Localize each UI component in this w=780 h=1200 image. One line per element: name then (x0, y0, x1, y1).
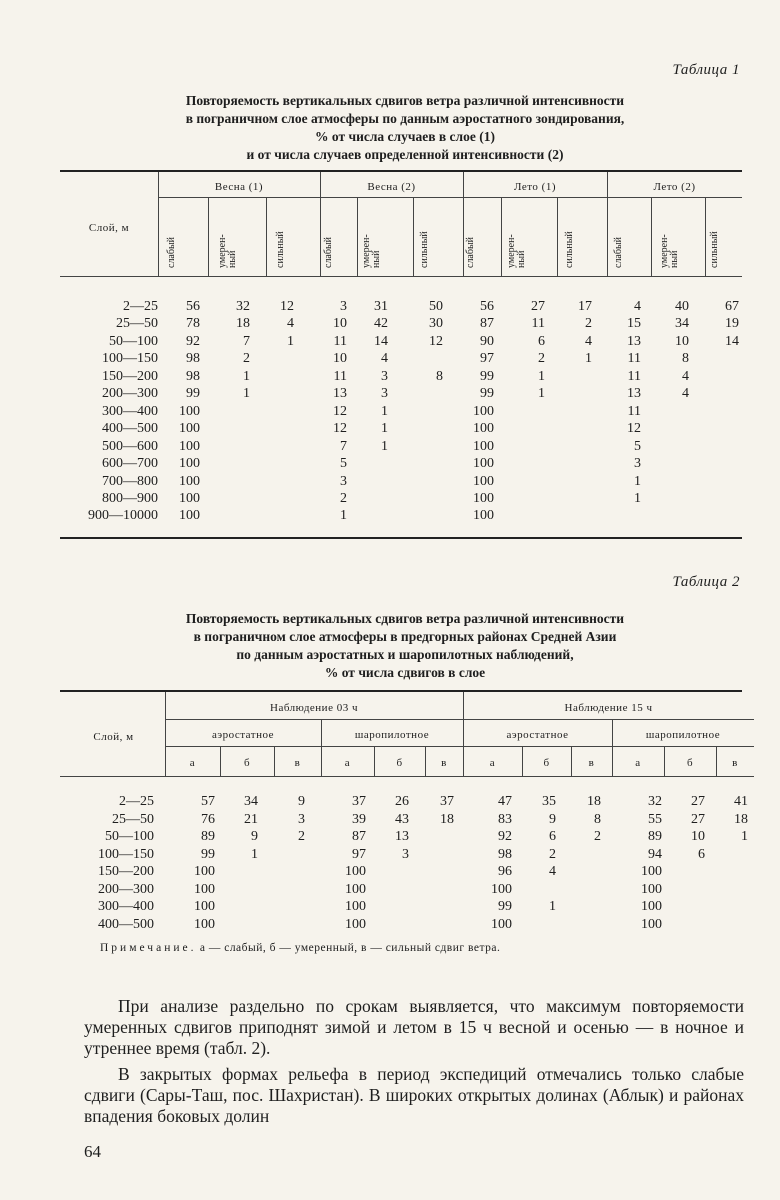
table2-header-rule (60, 776, 754, 777)
table2-cell: 37 (440, 794, 454, 809)
table1-cell: 4 (585, 333, 592, 349)
table1-cell: 1 (634, 490, 641, 506)
table2-cell: 32 (648, 794, 662, 809)
paragraph-2: В закрытых формах рельефа в период экспедиций отмечались только слабые сдвиги (Сары-Таш, пос. Шахристан). В широких открытых долинах (Аблык) и районах впадения боковых долин (84, 1064, 744, 1126)
table1-subheader: умерен- ный (659, 234, 680, 268)
table1-subheader: слабый (465, 236, 476, 268)
table2-label: Таблица 2 (672, 574, 740, 590)
table2-cell: 1 (251, 846, 258, 862)
table2-cell: 21 (244, 811, 258, 827)
table1-cell: 67 (725, 299, 739, 314)
table1-layer-label: 2—25 (123, 299, 158, 314)
table2-letter-header: а (189, 757, 196, 769)
table1-subheader: слабый (323, 236, 334, 268)
table2-cell: 100 (491, 881, 512, 897)
table1-cell: 98 (186, 351, 200, 367)
table1-cell: 2 (538, 351, 545, 367)
table2-cell: 18 (440, 811, 454, 827)
table2-top-rule (60, 690, 742, 692)
table2-cell: 100 (641, 899, 662, 914)
table1-cell: 1 (340, 508, 347, 524)
table1-layer-label: 800—900 (102, 490, 158, 506)
table1-cell: 100 (473, 508, 494, 524)
table1-cell: 34 (675, 316, 689, 332)
table2-cell: 41 (734, 794, 748, 809)
table1-cell: 56 (186, 299, 200, 314)
table2-cell: 2 (298, 829, 305, 844)
table1-cell: 19 (725, 316, 739, 332)
table1-cell: 100 (179, 421, 200, 437)
table2-layer-label: 150—200 (98, 864, 154, 879)
table1-cell: 11 (333, 333, 347, 349)
table2-cell: 8 (594, 811, 601, 827)
table1-subcolumn-divider (651, 198, 652, 276)
table2-layer-label: 400—500 (98, 916, 154, 932)
table2-cell: 100 (345, 916, 366, 932)
table1-cell: 1 (634, 473, 641, 489)
table1-group-header: Лето (2) (653, 181, 696, 193)
table1-cell: 10 (333, 316, 347, 332)
table2-letter-header: б (396, 757, 403, 769)
table1-cell: 4 (682, 386, 689, 402)
table2-cell: 100 (641, 916, 662, 932)
table2-letter-header: а (344, 757, 351, 769)
table1-cell: 100 (473, 456, 494, 472)
table2-cell: 83 (498, 811, 512, 827)
table1-subheader: умерен- ный (506, 234, 527, 268)
table1-cell: 12 (333, 403, 347, 419)
table1-cell: 100 (179, 490, 200, 506)
table1-layer-label: 600—700 (102, 456, 158, 472)
table1-group-rule (158, 197, 742, 198)
table1-cell: 3 (381, 368, 388, 384)
table2-letter-header: в (441, 757, 447, 769)
table2-method-header: аэростатное (506, 729, 569, 741)
table1-cell: 100 (473, 403, 494, 419)
table2-cell: 47 (498, 794, 512, 809)
table1-cell: 14 (374, 333, 388, 349)
table2-caption-line: по данным аэростатных и шаропилотных наблюдений, (236, 647, 574, 662)
table1-cell: 12 (280, 299, 294, 314)
table1-cell: 78 (186, 316, 200, 332)
table1-cell: 1 (287, 333, 294, 349)
table1-cell: 99 (480, 386, 494, 402)
table1-cell: 100 (179, 403, 200, 419)
table1-cell: 90 (480, 333, 494, 349)
table1-cell: 100 (473, 490, 494, 506)
table1-cell: 17 (578, 299, 592, 314)
table1-cell: 1 (585, 351, 592, 367)
table1-caption-line: % от числа случаев в слое (1) (315, 129, 495, 144)
table1-cell: 100 (473, 473, 494, 489)
table1-cell: 27 (531, 299, 545, 314)
table2-obs-header: Наблюдение 03 ч (270, 702, 358, 714)
table2-cell: 57 (201, 794, 215, 809)
table2-layer-label: 50—100 (105, 829, 154, 844)
table1-cell: 1 (538, 386, 545, 402)
table1-cell: 50 (429, 299, 443, 314)
table1-cell: 100 (179, 508, 200, 524)
table1-cell: 99 (186, 386, 200, 402)
table1-subheader: слабый (613, 236, 624, 268)
table1-cell: 13 (333, 386, 347, 402)
table1-cell: 5 (340, 456, 347, 472)
table1-top-rule (60, 170, 742, 172)
table2-cell: 9 (298, 794, 305, 809)
table1-label: Таблица 1 (672, 62, 740, 78)
table1-cell: 6 (538, 333, 545, 349)
table1-subcolumn-divider (705, 198, 706, 276)
table1-cell: 99 (480, 368, 494, 384)
table1-cell: 11 (531, 316, 545, 332)
table1-cell: 11 (627, 351, 641, 367)
table1-header-rule (60, 276, 742, 277)
table1-subheader: сильный (419, 231, 430, 268)
table1-caption-line: в пограничном слое атмосферы по данным аэростатного зондирования, (185, 111, 625, 126)
table1-subheader: умерен- ный (217, 234, 238, 268)
table1-subheader: сильный (709, 231, 720, 268)
table2-layer-label: 100—150 (98, 846, 154, 862)
table1-cell: 11 (333, 368, 347, 384)
table2-caption (60, 610, 750, 682)
table1-bottom-rule (60, 537, 742, 539)
table2-cell: 3 (298, 811, 305, 827)
table2-letter-header: б (686, 757, 694, 769)
table1-caption (60, 92, 750, 164)
table1-cell: 1 (381, 421, 388, 437)
table2-letter-header: в (294, 757, 301, 769)
table1-subcolumn-divider (501, 198, 502, 276)
table2-cell: 18 (587, 794, 601, 809)
table1-group-header: Весна (2) (367, 181, 416, 193)
table2-cell: 39 (352, 811, 366, 827)
table2-cell: 94 (648, 846, 662, 862)
table1-cell: 42 (374, 316, 388, 332)
table2-layer-label: 200—300 (98, 881, 154, 897)
table2-cell: 100 (491, 916, 512, 932)
table2-cell: 1 (741, 829, 748, 844)
note-text: а — слабый, б — умеренный, в — сильный сдвиг ветра. (199, 942, 501, 954)
table1-cell: 40 (675, 299, 689, 314)
table1-layer-label: 150—200 (102, 368, 158, 384)
table1-cell: 3 (634, 456, 641, 472)
table1-cell: 100 (179, 438, 200, 454)
table1-cell: 100 (179, 456, 200, 472)
table2-cell: 100 (345, 864, 366, 879)
table2-cell: 37 (352, 794, 366, 809)
table1-cell: 7 (243, 333, 250, 349)
table1-cell: 31 (374, 299, 388, 314)
table1-cell: 56 (480, 299, 494, 314)
table2-cell: 89 (648, 829, 662, 844)
table1-layer-header: Слой, м (88, 222, 130, 234)
table1-cell: 1 (243, 368, 250, 384)
table1-cell: 7 (340, 438, 347, 454)
table2-layer-header: Слой, м (93, 731, 134, 743)
table2-cell: 98 (498, 846, 512, 862)
table1-cell: 12 (333, 421, 347, 437)
table2-cell: 76 (201, 811, 215, 827)
table1-layer-label: 200—300 (102, 386, 158, 402)
table1-cell: 1 (243, 386, 250, 402)
table1-subheader: умерен- ный (361, 234, 382, 268)
table1-layer-label: 50—100 (109, 333, 158, 349)
table1-cell: 2 (243, 351, 250, 367)
table1-cell: 30 (429, 316, 443, 332)
table2-cell: 87 (352, 829, 366, 844)
table2-method-rule (165, 746, 754, 747)
table2-cell: 35 (542, 794, 556, 809)
table2-cell: 100 (194, 864, 215, 879)
table1-subcolumn-divider (413, 198, 414, 276)
table2-cell: 27 (691, 794, 705, 809)
table2-cell: 100 (345, 899, 366, 914)
table1-cell: 1 (538, 368, 545, 384)
table1-caption-line: и от числа случаев определенной интенсивности (2) (246, 147, 564, 162)
table2-caption-line: % от числа сдвигов в слое (324, 665, 486, 680)
table1-cell: 4 (682, 368, 689, 384)
table2-cell: 34 (244, 794, 258, 809)
table1-cell: 11 (627, 368, 641, 384)
table1-cell: 3 (340, 299, 347, 314)
table1-layer-label: 100—150 (102, 351, 158, 367)
table1-cell: 5 (634, 438, 641, 454)
table1-subcolumn-divider (208, 198, 209, 276)
table1-cell: 97 (480, 351, 494, 367)
table1-cell: 98 (186, 368, 200, 384)
table1-cell: 3 (340, 473, 347, 489)
table1-cell: 100 (473, 421, 494, 437)
table2-letter-header: в (588, 757, 595, 769)
table2-caption-line: в пограничном слое атмосферы в предгорных районах Средней Азии (193, 629, 617, 644)
table2-cell: 6 (698, 846, 705, 862)
table2-cell: 43 (395, 811, 409, 827)
table1-cell: 1 (381, 438, 388, 454)
paragraph-1: При анализе раздельно по срокам выявляется, что максимум повторяемости умеренных сдвигов приподнят зимой и летом в 15 ч весной и осенью — в ночное и утреннее время (табл. 2). (84, 996, 744, 1058)
table2-cell: 100 (641, 864, 662, 879)
table2-cell: 89 (201, 829, 215, 844)
table2-letter-header: в (732, 757, 738, 769)
table1-cell: 1 (381, 403, 388, 419)
table1-layer-label: 900—10000 (88, 508, 158, 524)
table1-layer-label: 500—600 (102, 438, 158, 454)
table1-subheader: слабый (166, 236, 177, 268)
table1-cell: 2 (585, 316, 592, 332)
table2-cell: 26 (395, 794, 409, 809)
table1-cell: 12 (429, 333, 443, 349)
table2-note (100, 942, 500, 954)
table1-layer-label: 400—500 (102, 421, 158, 437)
table2-cell: 9 (549, 811, 556, 827)
table2-method-header: шаропилотное (354, 729, 430, 741)
table1-cell: 13 (627, 333, 641, 349)
table1-subheader: сильный (275, 231, 286, 268)
table1-layer-label: 700—800 (102, 473, 158, 489)
table2-cell: 2 (549, 846, 556, 862)
table2-cell: 27 (691, 811, 705, 827)
table2-cell: 100 (345, 881, 366, 897)
table1-subcolumn-divider (357, 198, 358, 276)
table1-cell: 92 (186, 333, 200, 349)
page-number: 64 (84, 1142, 101, 1161)
table1-layer-label: 300—400 (102, 403, 158, 419)
table2-cell: 92 (498, 829, 512, 844)
table1-cell: 18 (236, 316, 250, 332)
table2-cell: 100 (641, 881, 662, 897)
table2-cell: 9 (251, 829, 258, 844)
table2-cell: 99 (201, 846, 215, 862)
table2-cell: 4 (549, 864, 556, 879)
table1-cell: 10 (333, 351, 347, 367)
table2-cell: 6 (549, 829, 556, 844)
table2-layer-label: 2—25 (119, 794, 154, 809)
table2-cell: 100 (194, 899, 215, 914)
table2-method-header: аэростатное (211, 729, 274, 741)
table1-cell: 32 (236, 299, 250, 314)
table2-letter-header: б (243, 757, 251, 769)
table2-cell: 96 (498, 864, 512, 879)
table1-caption-line: Повторяемость вертикальных сдвигов ветра различной интенсивности (185, 93, 625, 108)
table2-cell: 100 (194, 916, 215, 932)
table1-cell: 10 (675, 333, 689, 349)
table2-cell: 1 (549, 899, 556, 914)
table2-cell: 3 (402, 846, 409, 862)
table1-group-header: Лето (1) (513, 181, 556, 193)
table2-cell: 99 (498, 899, 512, 914)
table1-cell: 13 (627, 386, 641, 402)
table2-cell: 97 (352, 846, 366, 862)
table2-letter-header: б (543, 757, 550, 769)
table1-cell: 3 (381, 386, 388, 402)
table2-obs-rule (165, 719, 754, 720)
table1-subheader: сильный (564, 231, 575, 268)
table2-method-header: шаропилотное (645, 729, 721, 741)
table1-cell: 2 (340, 490, 347, 506)
table1-cell: 14 (725, 333, 739, 349)
note-heading: Примечание. (100, 942, 197, 954)
table2-cell: 10 (691, 829, 705, 844)
table1-layer-label: 25—50 (116, 316, 158, 332)
table2-cell: 100 (194, 881, 215, 897)
table1-group-header: Весна (1) (214, 181, 264, 193)
table1-cell: 12 (627, 421, 641, 437)
table1-cell: 87 (480, 316, 494, 332)
table1-cell: 8 (682, 351, 689, 367)
table2-letter-header: а (489, 757, 496, 769)
table1-cell: 4 (381, 351, 388, 367)
table2-obs-header: Наблюдение 15 ч (564, 702, 653, 714)
table1-cell: 4 (287, 316, 294, 332)
table2-cell: 13 (395, 829, 409, 844)
table1-cell: 11 (627, 403, 641, 419)
table2-cell: 55 (648, 811, 662, 827)
table1-cell: 100 (179, 473, 200, 489)
table2-letter-header: а (635, 757, 641, 769)
table1-cell: 15 (627, 316, 641, 332)
table1-cell: 8 (436, 368, 443, 384)
table1-subcolumn-divider (266, 198, 267, 276)
table2-cell: 18 (734, 811, 748, 827)
table2-layer-label: 300—400 (98, 899, 154, 914)
table1-subcolumn-divider (557, 198, 558, 276)
table2-cell: 2 (594, 829, 601, 844)
table1-cell: 4 (634, 299, 641, 314)
table2-caption-line: Повторяемость вертикальных сдвигов ветра различной интенсивности (185, 611, 625, 626)
table2-layer-label: 25—50 (112, 811, 154, 827)
table1-cell: 100 (473, 438, 494, 454)
